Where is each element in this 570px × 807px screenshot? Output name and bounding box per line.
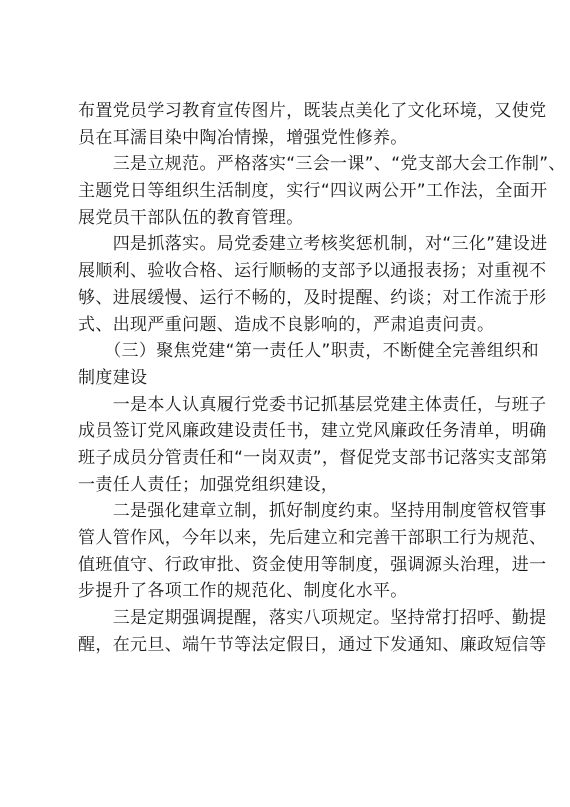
text-line: 够、进展缓慢、运行不畅的，及时提醒、约谈；对工作流于形 — [78, 287, 547, 308]
text-line: 式、出现严重问题、造成不良影响的，严肃追责问责。 — [78, 314, 495, 335]
text-line: 二是强化建章立制，抓好制度约束。坚持用制度管权管事 — [78, 501, 547, 522]
text-line: 成员签订党风廉政建设责任书，建立党风廉政任务清单，明确 — [78, 421, 547, 442]
section-heading-line: 制度建设 — [78, 367, 148, 388]
text-line: 三是定期强调提醒，落实八项规定。坚持常打招呼、勤提 — [78, 608, 547, 629]
text-line: 值班值守、行政审批、资金使用等制度，强调源头治理，进一 — [78, 554, 547, 575]
text-line: 四是抓落实。局党委建立考核奖惩机制，对“三化”建设进 — [78, 234, 548, 255]
text-line: 员在耳濡目染中陶冶情操，增强党性修养。 — [78, 127, 408, 148]
text-line: 布置党员学习教育宣传图片，既装点美化了文化环境，又使党 — [78, 101, 547, 121]
text-line: 一责任人责任；加强党组织建设， — [78, 474, 339, 495]
text-line: 醒，在元旦、端午节等法定假日，通过下发通知、廉政短信等 — [78, 634, 547, 655]
text-line: 主题党日等组织生活制度，实行“四议两公开”工作法，全面开 — [78, 181, 548, 202]
text-line: 班子成员分管责任和“一岗双责”，督促党支部书记落实支部第 — [78, 447, 548, 468]
section-heading-line: （三）聚焦党建“第一责任人”职责，不断健全完善组织和 — [78, 341, 539, 362]
text-line: 展党员干部队伍的教育管理。 — [78, 207, 304, 228]
text-line: 一是本人认真履行党委书记抓基层党建主体责任，与班子 — [78, 394, 547, 415]
text-line: 管人管作风，今年以来，先后建立和完善干部职工行为规范、 — [78, 528, 547, 548]
text-line: 步提升了各项工作的规范化、制度化水平。 — [78, 581, 408, 602]
document-body — [78, 98, 566, 658]
text-line: 展顺利、验收合格、运行顺畅的支部予以通报表扬；对重视不 — [78, 261, 547, 282]
text-line: 三是立规范。严格落实“三会一课”、“党支部大会工作制”、 — [78, 154, 566, 175]
